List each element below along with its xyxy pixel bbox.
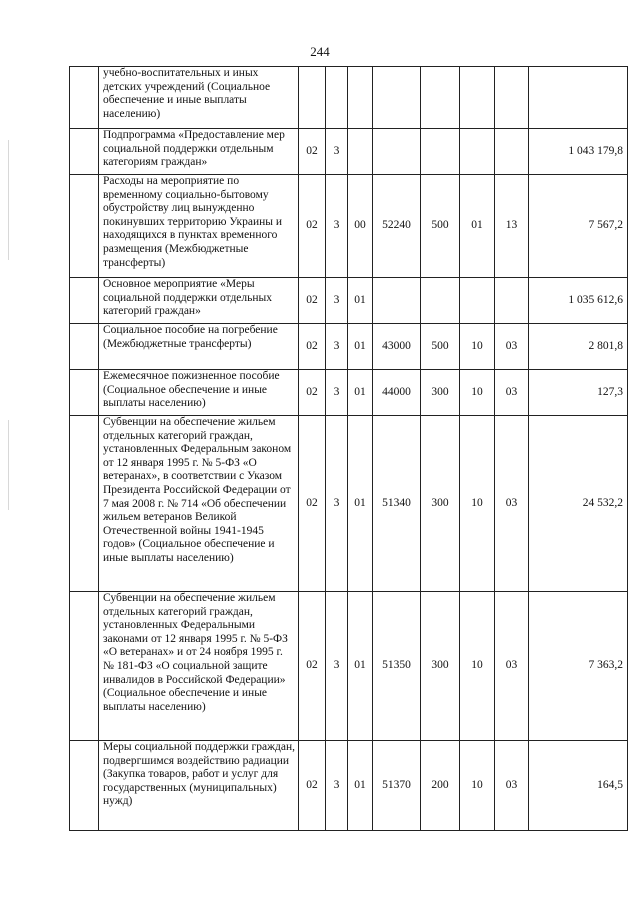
table-cell-description: Основное мероприятие «Меры социальной поддержки отдельных категорий граждан» [99, 278, 299, 324]
table-cell-number [70, 370, 99, 416]
table-cell-number [70, 278, 99, 324]
table-cell-subprogram: 3 [326, 592, 348, 741]
table-cell-main-activity: 01 [348, 416, 373, 592]
table-cell-expense-type: 300 [421, 370, 460, 416]
table-cell-subsection [495, 67, 529, 129]
table-cell-subprogram: 3 [326, 129, 348, 175]
table-cell-description: Субвенции на обеспечение жильем отдельных категорий граждан, установленных Федеральными законами от 12 января 1995 г. № 5-ФЗ «О ветеранах» и от 24 ноября 1995 г. № 181-ФЗ «О социальной защите инвалидов в Российской Федерации» (Социальное обеспечение и иные выплаты населению) [99, 592, 299, 741]
budget-table [69, 66, 628, 831]
table-cell-subprogram: 3 [326, 741, 348, 831]
table-cell-subprogram: 3 [326, 175, 348, 278]
table-cell-amount: 7 567,2 [529, 175, 628, 278]
table-cell-description: Подпрограмма «Предоставление мер социальной поддержки отдельным категориям граждан» [99, 129, 299, 175]
table-cell-main-activity: 01 [348, 278, 373, 324]
table-cell-subsection: 03 [495, 324, 529, 370]
table-cell-section: 10 [460, 416, 495, 592]
table-cell-subprogram [326, 67, 348, 129]
table-cell-amount [529, 67, 628, 129]
table-cell-description: Меры социальной поддержки граждан, подвергшимся воздействию радиации (Закупка товаров, работ и услуг для государственных (муниципальных) нужд) [99, 741, 299, 831]
table-cell-main-activity [348, 129, 373, 175]
table-cell-section: 10 [460, 324, 495, 370]
table-cell-section [460, 278, 495, 324]
table-cell-subsection: 03 [495, 370, 529, 416]
table-cell-expense-type: 500 [421, 324, 460, 370]
scan-edge-mark [8, 140, 9, 260]
table-cell-program [299, 67, 326, 129]
table-cell-subprogram: 3 [326, 324, 348, 370]
table-cell-section: 10 [460, 741, 495, 831]
table-cell-program: 02 [299, 416, 326, 592]
table-cell-number [70, 129, 99, 175]
table-cell-number [70, 741, 99, 831]
table-cell-main-activity: 01 [348, 324, 373, 370]
table-cell-direction: 44000 [373, 370, 421, 416]
table-cell-amount: 164,5 [529, 741, 628, 831]
table-row [70, 67, 628, 129]
table-cell-program: 02 [299, 175, 326, 278]
table-cell-amount: 1 035 612,6 [529, 278, 628, 324]
table-cell-main-activity [348, 67, 373, 129]
table-cell-subprogram: 3 [326, 370, 348, 416]
table-cell-direction [373, 129, 421, 175]
table-cell-description: Ежемесячное пожизненное пособие (Социальное обеспечение и иные выплаты населению) [99, 370, 299, 416]
table-row [70, 416, 628, 592]
table-cell-subsection: 03 [495, 741, 529, 831]
table-cell-program: 02 [299, 278, 326, 324]
table-cell-subprogram: 3 [326, 416, 348, 592]
table-cell-section [460, 67, 495, 129]
table-cell-number [70, 416, 99, 592]
table-cell-section [460, 129, 495, 175]
table-cell-program: 02 [299, 129, 326, 175]
table-cell-expense-type: 300 [421, 416, 460, 592]
table-cell-direction: 51350 [373, 592, 421, 741]
table-cell-expense-type [421, 129, 460, 175]
table-cell-subsection: 03 [495, 416, 529, 592]
table-cell-section: 10 [460, 370, 495, 416]
table-cell-expense-type [421, 67, 460, 129]
table-cell-subsection: 13 [495, 175, 529, 278]
table-cell-subsection: 03 [495, 592, 529, 741]
table-cell-expense-type: 200 [421, 741, 460, 831]
table-cell-number [70, 592, 99, 741]
table-cell-subprogram: 3 [326, 278, 348, 324]
table-row [70, 741, 628, 831]
table-cell-expense-type: 300 [421, 592, 460, 741]
table-cell-direction: 51340 [373, 416, 421, 592]
table-cell-amount: 127,3 [529, 370, 628, 416]
table-row [70, 592, 628, 741]
table-row [70, 278, 628, 324]
table-cell-main-activity: 01 [348, 741, 373, 831]
table-cell-main-activity: 00 [348, 175, 373, 278]
table-cell-program: 02 [299, 370, 326, 416]
table-cell-amount: 1 043 179,8 [529, 129, 628, 175]
table-cell-number [70, 175, 99, 278]
table-row [70, 175, 628, 278]
table-cell-description: учебно-воспитательных и иных детских учреждений (Социальное обеспечение и иные выплаты населению) [99, 67, 299, 129]
table-cell-description: Расходы на мероприятие по временному социально-бытовому обустройству лиц вынужденно покинувших территорию Украины и находящихся в пунктах временного размещения (Межбюджетные трансферты) [99, 175, 299, 278]
table-cell-section: 01 [460, 175, 495, 278]
table-cell-direction [373, 67, 421, 129]
table-cell-amount: 2 801,8 [529, 324, 628, 370]
table-cell-program: 02 [299, 592, 326, 741]
table-row [70, 324, 628, 370]
table-cell-main-activity: 01 [348, 370, 373, 416]
table-cell-number [70, 324, 99, 370]
table-cell-expense-type [421, 278, 460, 324]
table-cell-description: Социальное пособие на погребение (Межбюджетные трансферты) [99, 324, 299, 370]
table-cell-amount: 7 363,2 [529, 592, 628, 741]
table-cell-main-activity: 01 [348, 592, 373, 741]
table-cell-number [70, 67, 99, 129]
table-cell-direction [373, 278, 421, 324]
table-cell-expense-type: 500 [421, 175, 460, 278]
table-cell-subsection [495, 129, 529, 175]
table-cell-program: 02 [299, 741, 326, 831]
page-number: 244 [310, 44, 330, 59]
table-cell-direction: 43000 [373, 324, 421, 370]
table-cell-description: Субвенции на обеспечение жильем отдельных категорий граждан, установленных Федеральным законом от 12 января 1995 г. № 5-ФЗ «О ветеранах», в соответствии с Указом Президента Российской Федерации от 7 мая 2008 г. № 714 «Об обеспечении жильем ветеранов Великой Отечественной войны 1941-1945 годов» (Социальное обеспечение и иные выплаты населению) [99, 416, 299, 592]
table-cell-direction: 51370 [373, 741, 421, 831]
scan-edge-mark [8, 420, 9, 510]
table-row [70, 129, 628, 175]
table-cell-program: 02 [299, 324, 326, 370]
table-row [70, 370, 628, 416]
table-cell-amount: 24 532,2 [529, 416, 628, 592]
table-cell-section: 10 [460, 592, 495, 741]
table-cell-subsection [495, 278, 529, 324]
table-cell-direction: 52240 [373, 175, 421, 278]
